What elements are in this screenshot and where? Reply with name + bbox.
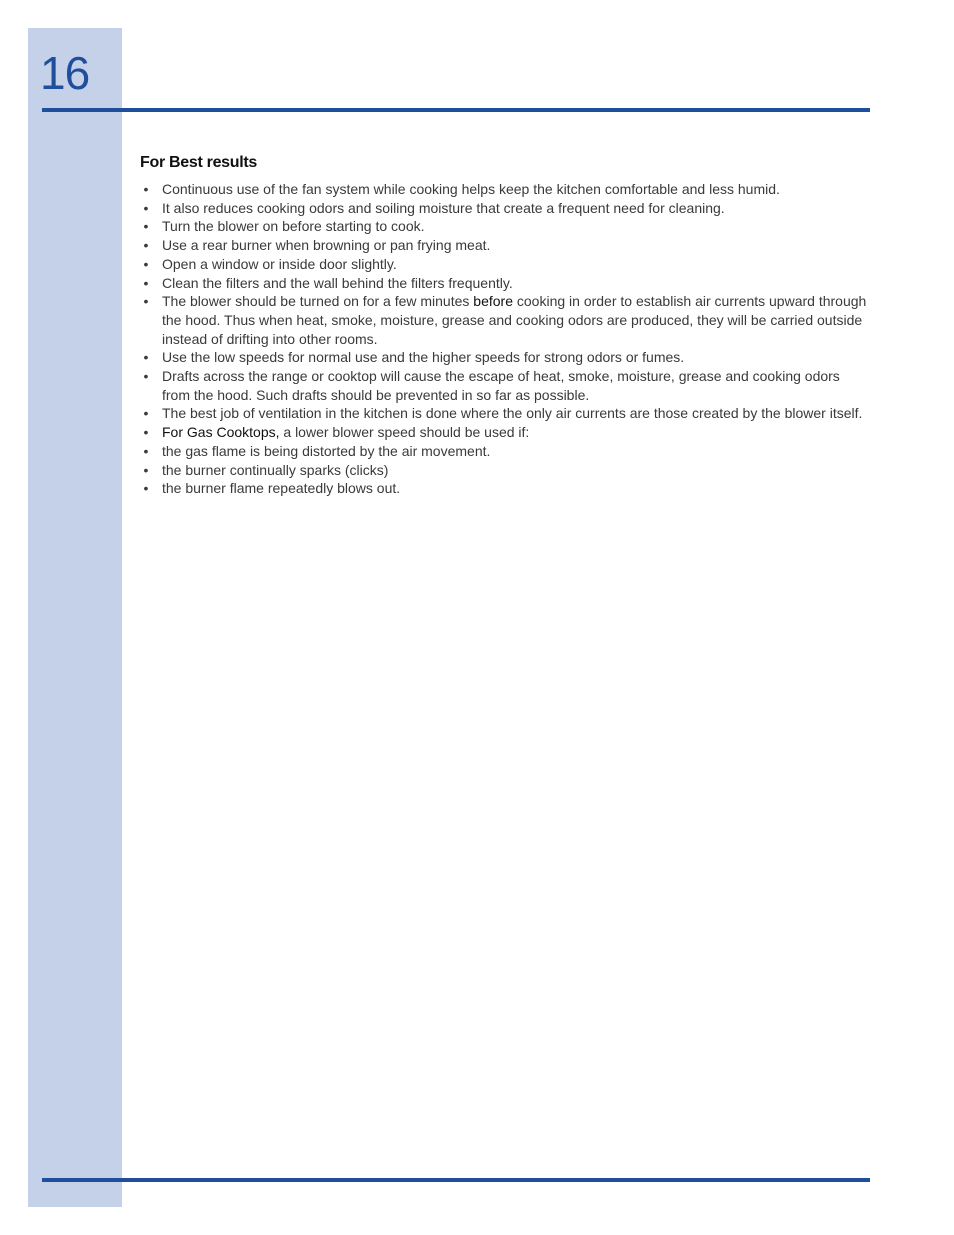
list-item-text-post: a lower blower speed should be used if: [279, 424, 530, 441]
list-item [140, 461, 870, 480]
list-item-text: Use the low speeds for normal use and the higher speeds for strong odors or fumes. [162, 349, 685, 366]
list-item-text: It also reduces cooking odors and soiling moisture that create a frequent need for cleaning. [162, 199, 725, 216]
bullet-icon: • [143, 274, 149, 291]
list-item-text: Clean the filters and the wall behind the filters frequently. [162, 274, 513, 291]
list-item-text: the burner flame repeatedly blows out. [162, 480, 401, 497]
header-rule [42, 108, 870, 112]
bullet-icon: • [143, 237, 149, 254]
list-item-text: Continuous use of the fan system while cooking helps keep the kitchen comfortable and less humid. [162, 181, 780, 197]
bullet-icon: • [143, 424, 149, 441]
section-title: For Best results [140, 154, 258, 171]
list-item [140, 404, 870, 423]
list-item [140, 479, 870, 498]
side-band [28, 28, 122, 1207]
list-item [140, 292, 870, 348]
list-item [140, 255, 870, 274]
bullet-icon: • [143, 349, 149, 366]
list-item [140, 274, 870, 293]
list-item [140, 367, 870, 404]
emphasis-before: before [473, 293, 513, 310]
list-item-text: the gas flame is being distorted by the air movement. [162, 442, 491, 459]
list-item-text: Drafts across the range or cooktop will cause the escape of heat, smoke, moisture, grease and cooking odors from the hood. Such drafts should be prevented in so far as possible. [162, 368, 840, 403]
bullet-icon: • [143, 480, 149, 497]
list-item [140, 217, 870, 236]
bullet-icon: • [143, 255, 149, 272]
bullet-icon: • [143, 405, 149, 422]
list-item [140, 348, 870, 367]
bullet-icon: • [143, 199, 149, 216]
footer-rule [42, 1178, 870, 1182]
emphasis-gas-cooktops: For Gas Cooktops, [162, 424, 280, 441]
page-content [140, 152, 870, 498]
list-item-text: the burner continually sparks (clicks) [162, 461, 389, 478]
list-item [140, 199, 870, 218]
bullet-icon: • [143, 368, 149, 385]
list-item-text-post: cooking in order to establish air currents upward through the hood. Thus when heat, smoke, moisture, grease and cooking odors are produced, they will be carried outside instead of drifting into other rooms. [162, 293, 867, 347]
list-item-text: Use a rear burner when browning or pan frying meat. [162, 237, 491, 254]
list-item-text: The best job of ventilation in the kitchen is done where the only air currents are those created by the blower itself. [162, 405, 863, 422]
list-item [140, 442, 870, 461]
list-item [140, 236, 870, 255]
list-item-text-pre: The blower should be turned on for a few minutes [162, 293, 474, 310]
list-item-text: Turn the blower on before starting to cook. [162, 218, 425, 235]
bullet-icon: • [143, 461, 149, 478]
bullet-icon: • [143, 293, 149, 310]
bullet-icon: • [143, 442, 149, 459]
list-item-text: Open a window or inside door slightly. [162, 255, 397, 272]
list-item [140, 180, 870, 199]
bullet-icon: • [143, 181, 149, 197]
bullet-icon: • [143, 218, 149, 235]
page-number: 16 [40, 47, 90, 99]
list-item [140, 423, 870, 442]
best-results-list [140, 180, 870, 498]
